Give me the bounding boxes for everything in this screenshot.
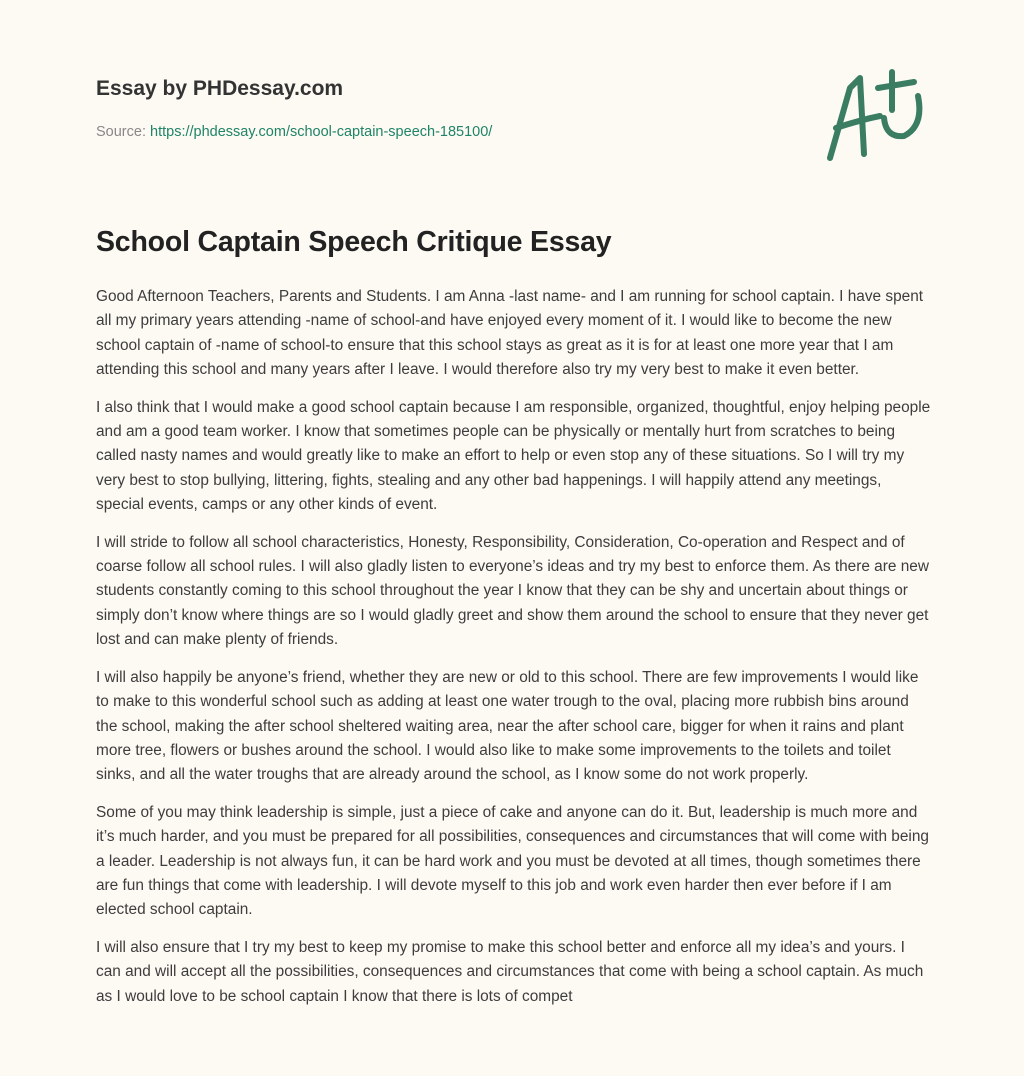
essay-paragraph: I will also happily be anyone’s friend, whether they are new or old to this school. There are few improvements I would like to make to this wonderful school such as adding at least one water trough to the oval, placing more rubbish bins around the school, making the after school sheltered waiting area, near the after school care, bigger for when it rains and plant more tree, flowers or bushes around the school. I would also like to make some improvements to the toilets and toilet sinks, and all the water troughs that are already around the school, as I know some do not work properly. [96, 668, 919, 784]
essay-paragraph: Good Afternoon Teachers, Parents and Students. I am Anna -last name- and I am running for school captain. I have spent all my primary years attending -name of school-and have enjoyed every moment of it. I would like to become the new school captain of -name of school-to ensure that this school stays as great as it is for at least one more year that I am attending this school and many years after I leave. I would therefore also try my very best to make it even better. [96, 288, 924, 379]
essay-paragraph: I will also ensure that I try my best to keep my promise to make this school better and enforce all my idea’s and yours. I can and will accept all the possibilities, consequences and circumstances that come with being a school captain. As much as I would love to be school captain I know that there is lots of compet [96, 938, 924, 1005]
essay-title: School Captain Speech Critique Essay [96, 226, 612, 258]
essay-paragraph: I also think that I would make a good school captain because I am responsible, organized, thoughtful, enjoy helping people and am a good team worker. I know that sometimes people can be physically or mentally hurt from scratches to being called nasty names and would greatly like to make an effort to help or even stop any of these situations. So I will try my very best to stop bullying, littering, fights, stealing and any other bad happenings. I will happily attend any meetings, special events, camps or any other kinds of event. [96, 398, 931, 514]
source-line [96, 124, 492, 140]
site-title: Essay by PHDessay.com [96, 77, 344, 100]
essay-paragraph: Some of you may think leadership is simple, just a piece of cake and anyone can do it. But, leadership is much more and it’s much harder, and you must be prepared for all possibilities, consequences and circumstances that will come with being a leader. Leadership is not always fun, it can be hard work and you must be devoted at all times, though sometimes there are fun things that come with leadership. I will devote myself to this job and work even harder then ever before if I am elected school captain. [96, 803, 929, 919]
essay-body [96, 285, 932, 1022]
source-label: Source: [96, 124, 146, 140]
a-plus-logo-icon [820, 66, 930, 166]
essay-paragraph: I will stride to follow all school characteristics, Honesty, Responsibility, Consideration, Co-operation and Respect and of coarse follow all school rules. I will also gladly listen to everyone’s ideas and try my best to enforce them. As there are new students constantly coming to this school throughout the year I know that they can be shy and uncertain about things or simply don’t know where things are so I would gladly greet and show them around the school to ensure that they never get lost and can make plenty of friends. [96, 533, 929, 649]
source-link[interactable]: https://phdessay.com/school-captain-speech-185100/ [150, 124, 493, 140]
